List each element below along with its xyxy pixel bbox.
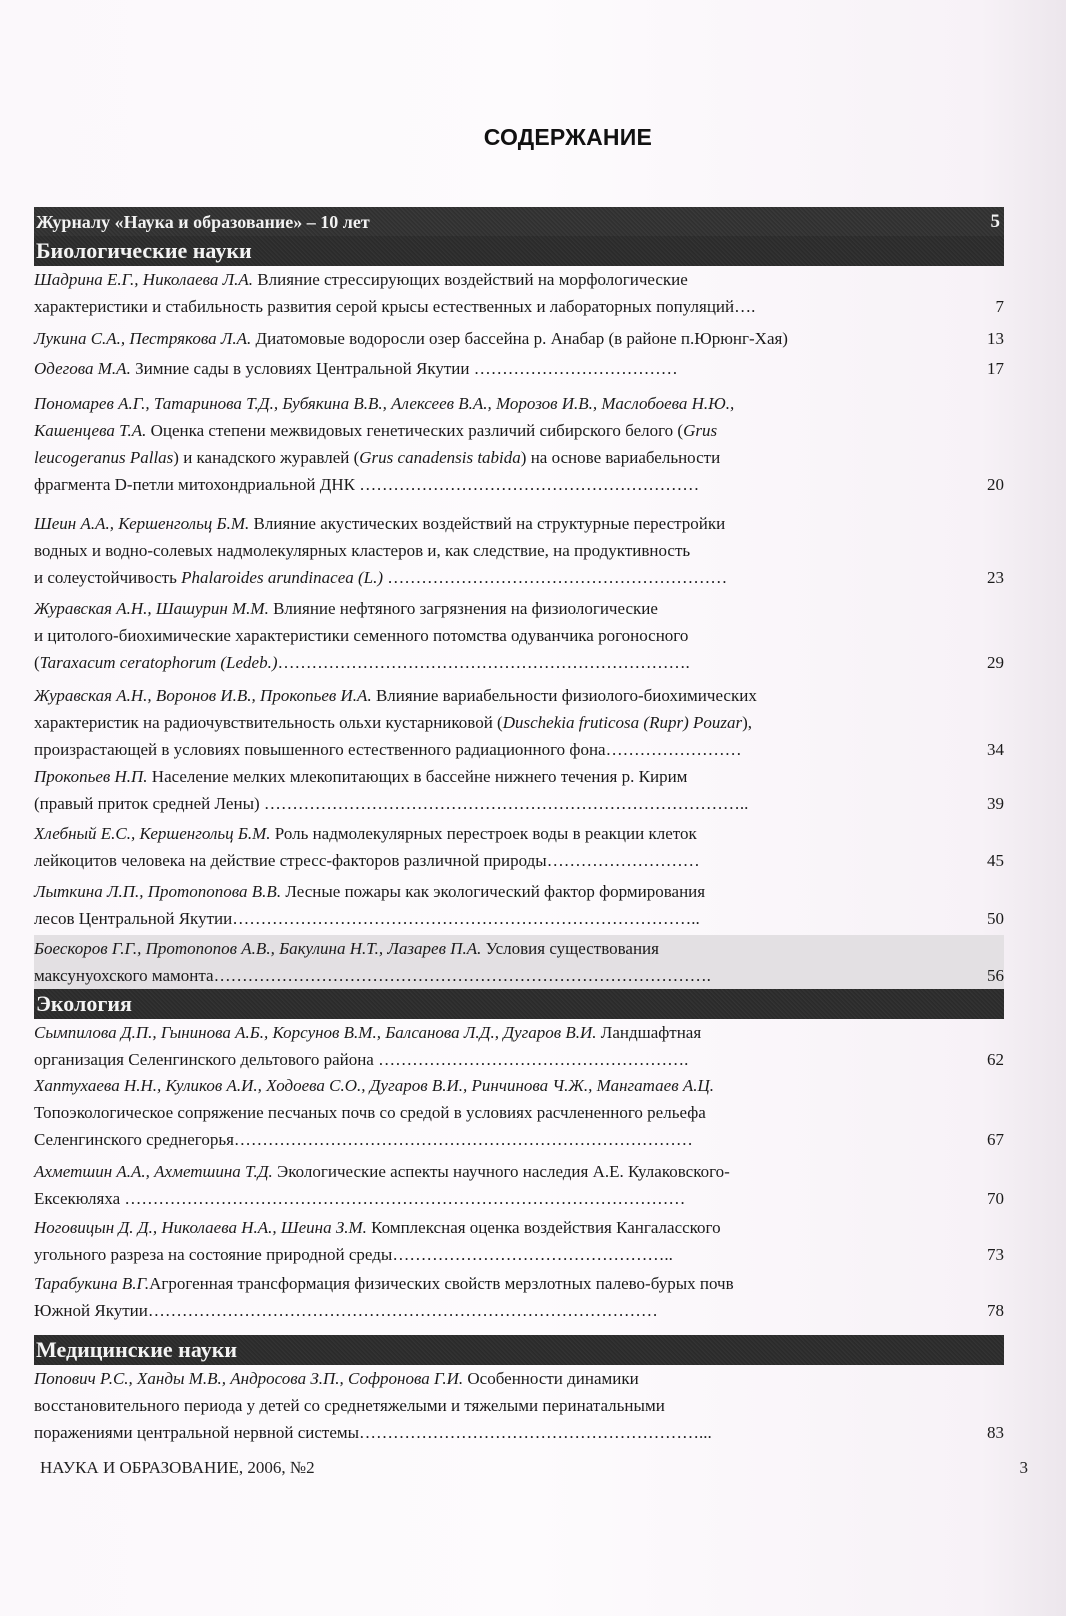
- entry-species-name: Grus: [683, 421, 718, 440]
- entry-page-number: 83: [987, 1423, 1004, 1442]
- entry-authors: Журавская А.Н., Воронов И.В., Прокопьев И.А.: [34, 686, 372, 705]
- jubilee-banner[interactable]: [34, 207, 1004, 236]
- section-header-medicine: Медицинские науки: [34, 1335, 1004, 1365]
- toc-entry[interactable]: [34, 510, 1004, 591]
- toc-entry[interactable]: [34, 595, 1004, 676]
- entry-species-name: Grus canadensis tabida: [359, 448, 521, 467]
- entry-title-text: Агрогенная трансформация физических свойств мерзлотных палево-бурых почв: [149, 1274, 734, 1293]
- entry-authors: Лыткина Л.П., Протопопова В.В.: [34, 882, 282, 901]
- entry-title-text: лесов Центральной Якутии………………………………………………………………………..: [34, 909, 700, 928]
- entry-title-text: Население мелких млекопитающих в бассейне нижнего течения р. Кирим: [147, 767, 688, 786]
- toc-entry-line: [34, 471, 1004, 498]
- toc-entry[interactable]: [34, 1365, 1004, 1446]
- entry-page-number: 17: [987, 359, 1004, 378]
- entry-page-number: 39: [987, 794, 1004, 813]
- entry-title-text: Роль надмолекулярных перестроек воды в реакции клеток: [270, 824, 697, 843]
- entry-authors: Шеин А.А., Кершенгольц Б.М.: [34, 514, 250, 533]
- toc-entry[interactable]: [34, 355, 1004, 382]
- toc-entry-line: [34, 537, 1004, 564]
- entry-title-text: Южной Якутии………………………………………………………………………………: [34, 1301, 658, 1320]
- toc-entry-line: [34, 417, 1004, 444]
- toc-entry-line: [34, 709, 1004, 736]
- entry-title-text: организация Селенгинского дельтового района ……………………………………………….: [34, 1050, 689, 1069]
- entry-authors: Сымпилова Д.П., Гынинова А.Б., Корсунов В.М., Балсанова Л.Д., Дугаров В.И.: [34, 1023, 597, 1042]
- entry-authors: Прокопьев Н.П.: [34, 767, 148, 786]
- toc-entry-line: [34, 820, 1004, 847]
- toc-entry-line: [34, 1419, 1004, 1446]
- toc-entry-line: [34, 649, 1004, 676]
- entry-title-text: Влияние вариабельности физиолого-биохимических: [371, 686, 757, 705]
- toc-entry-line: [34, 444, 1004, 471]
- entry-authors: Ахметшин А.А., Ахметшина Т.Д.: [34, 1162, 273, 1181]
- entry-page-number: 29: [987, 653, 1004, 672]
- entry-title-text: лейкоцитов человека на действие стресс-факторов различной природы………………………: [34, 851, 700, 870]
- entry-title-text: фрагмента D-петли митохондриальной ДНК ……………………………………………………: [34, 475, 700, 494]
- toc-entry-line: [34, 622, 1004, 649]
- entry-title-text: водных и водно-солевых надмолекулярных кластеров и, как следствие, на продуктивность: [34, 541, 691, 560]
- toc-entry-line: [34, 355, 1004, 382]
- entry-species-name: Taraxacum ceratophorum (Ledeb.): [39, 653, 278, 672]
- toc-entry-line: [34, 1158, 1004, 1185]
- toc-entry-line: [34, 1365, 1004, 1392]
- entry-authors: Тарабукина В.Г.: [34, 1274, 150, 1293]
- entry-title-text: ),: [742, 713, 753, 732]
- entry-title-text: максунуохского мамонта…………………………………………………………………………….: [34, 966, 711, 985]
- toc-entry[interactable]: [34, 1214, 1004, 1268]
- entry-title-text: поражениями центральной нервной системы……………………………………………………...: [34, 1423, 712, 1442]
- entry-authors: Хаптухаева Н.Н., Куликов А.И., Ходоева С.О., Дугаров В.И., Ринчинова Ч.Ж., Мангатаев А.Ц.: [34, 1076, 714, 1095]
- entry-title-text: характеристики и стабильность развития серой крысы естественных и лабораторных популяций….: [34, 297, 756, 316]
- toc-entry[interactable]: [34, 390, 1004, 498]
- entry-page-number: 62: [987, 1050, 1004, 1069]
- entry-title-text: Оценка степени межвидовых генетических различий сибирского белого (: [146, 421, 684, 440]
- entry-title-text: характеристик на радиочувствительность ольхи кустарниковой (: [34, 713, 503, 732]
- entry-title-text: Топоэкологическое сопряжение песчаных почв со средой в условиях расчлененного рельефа: [34, 1103, 706, 1122]
- entry-authors: Боескоров Г.Г., Протопопов А.В., Бакулина Н.Т., Лазарев П.А.: [34, 939, 482, 958]
- entry-page-number: 13: [987, 329, 1004, 348]
- entry-authors: Ноговицын Д. Д., Николаева Н.А., Шеина З.М.: [34, 1218, 367, 1237]
- entry-title-text: Ландшафтная: [596, 1023, 702, 1042]
- toc-entry[interactable]: [34, 1270, 1004, 1324]
- entry-title-text: (: [34, 653, 40, 672]
- toc-entry-line: [34, 1046, 1004, 1073]
- entry-title-text: Зимние сады в условиях Центральной Якутии ………………………………: [130, 359, 678, 378]
- entry-title-text: и цитолого-биохимические характеристики семенного потомства одуванчика рогоносного: [34, 626, 689, 645]
- toc-entry[interactable]: [34, 1019, 1004, 1073]
- entry-page-number: 23: [987, 568, 1004, 587]
- toc-entry-line: [34, 1214, 1004, 1241]
- entry-authors: Журавская А.Н., Шашурин М.М.: [34, 599, 269, 618]
- entry-title-text: Влияние нефтяного загрязнения на физиологические: [268, 599, 658, 618]
- toc-entry-line: [34, 510, 1004, 537]
- entry-title-text: Условия существования: [481, 939, 659, 958]
- toc-entry-line: [34, 878, 1004, 905]
- toc-entry-line: [34, 1072, 1004, 1099]
- entry-species-name: Phalaroides arundinacea (L.): [181, 568, 384, 587]
- entry-title-text: Лесные пожары как экологический фактор формирования: [281, 882, 706, 901]
- toc-entry-line: [34, 1270, 1004, 1297]
- footer-page-number: 3: [1019, 1458, 1028, 1477]
- entry-title-text: ) и канадского журавлей (: [173, 448, 360, 467]
- entry-title-text: Комплексная оценка воздействия Кангаласского: [366, 1218, 721, 1237]
- toc-entry-line: [34, 736, 1004, 763]
- toc-entry[interactable]: [34, 266, 1004, 320]
- entry-title-text: и солеустойчивость: [34, 568, 182, 587]
- entry-page-number: 67: [987, 1130, 1004, 1149]
- entry-authors: Хлебный Е.С., Кершенгольц Б.М.: [34, 824, 271, 843]
- entry-title-text: ……………………………………………………: [383, 568, 728, 587]
- toc-entry-line: [34, 595, 1004, 622]
- toc-entry[interactable]: [34, 1158, 1004, 1212]
- toc-entry-line: [34, 266, 1004, 293]
- toc-entry-line: [34, 847, 1004, 874]
- toc-entry-line: [34, 1392, 1004, 1419]
- toc-entry-line: [34, 564, 1004, 591]
- toc-entry[interactable]: [34, 935, 1004, 989]
- entry-title-text: Влияние акустических воздействий на структурные перестройки: [249, 514, 726, 533]
- toc-entry-line: [34, 763, 1004, 790]
- entry-authors: Лукина С.А., Пестрякова Л.А.: [34, 329, 252, 348]
- entry-authors: Одегова М.А.: [34, 359, 131, 378]
- page-title: СОДЕРЖАНИЕ: [483, 124, 652, 150]
- toc-entry-line: [34, 1126, 1004, 1153]
- entry-page-number: 34: [987, 740, 1004, 759]
- footer-journal-name: НАУКА И ОБРАЗОВАНИЕ, 2006, №2: [40, 1458, 315, 1477]
- toc-entry-line: [34, 935, 1004, 962]
- toc-entry-line: [34, 905, 1004, 932]
- entry-page-number: 78: [987, 1301, 1004, 1320]
- entry-page-number: 50: [987, 909, 1004, 928]
- toc-entry-line: [34, 1241, 1004, 1268]
- entry-authors: Пономарев А.Г., Татаринова Т.Д., Бубякина В.В., Алексеев В.А., Морозов И.В., Маслобоева Н.Ю.,: [34, 394, 735, 413]
- toc-entry-line: [34, 1019, 1004, 1046]
- toc-entry-line: [34, 293, 1004, 320]
- toc-entry-line: [34, 325, 1004, 352]
- entry-title-text: Диатомовые водоросли озер бассейна р. Анабар (в районе п.Юрюнг-Хая): [251, 329, 788, 348]
- entry-page-number: 45: [987, 851, 1004, 870]
- section-header-ecology: Экология: [34, 989, 1004, 1019]
- toc-entry[interactable]: [34, 820, 1004, 874]
- toc-entry-line: [34, 682, 1004, 709]
- toc-entry-line: [34, 1099, 1004, 1126]
- toc-entry-line: [34, 1297, 1004, 1324]
- entry-title-text: произрастающей в условиях повышенного естественного радиационного фона……………………: [34, 740, 742, 759]
- toc-entry[interactable]: [34, 878, 1004, 932]
- toc-entry-line: [34, 962, 1004, 989]
- entry-species-name: Duschekia fruticosa (Rupr) Pouzar: [502, 713, 743, 732]
- jubilee-label: Журналу «Наука и образование» – 10 лет: [36, 212, 370, 232]
- toc-entry-line: [34, 790, 1004, 817]
- entry-title-text: Экологические аспекты научного наследия А.Е. Кулаковского-: [272, 1162, 730, 1181]
- toc-entry-line: [34, 1185, 1004, 1212]
- entry-title-text: Ексекюляха ………………………………………………………………………………………: [34, 1189, 686, 1208]
- entry-title-text: восстановительного периода у детей со среднетяжелыми и тяжелыми перинатальными: [34, 1396, 665, 1415]
- entry-title-text: Селенгинского среднегорья………………………………………………………………………: [34, 1130, 693, 1149]
- entry-page-number: 73: [987, 1245, 1004, 1264]
- jubilee-page-number: 5: [990, 211, 1000, 232]
- entry-species-name: leucogeranus Pallas: [34, 448, 174, 467]
- section-header-biology: Биологические науки: [34, 236, 1004, 266]
- entry-page-number: 7: [995, 297, 1004, 316]
- toc-entry[interactable]: [34, 1072, 1004, 1153]
- toc-entry[interactable]: [34, 325, 1004, 352]
- entry-page-number: 20: [987, 475, 1004, 494]
- toc-entry[interactable]: [34, 682, 1004, 763]
- entry-title-text: ) на основе вариабельности: [520, 448, 721, 467]
- entry-title-text: ……………………………………………………………….: [277, 653, 690, 672]
- toc-entry-line: [34, 390, 1004, 417]
- entry-authors: Шадрина Е.Г., Николаева Л.А.: [34, 270, 254, 289]
- entry-title-text: (правый приток средней Лены) …………………………………………………………………………..: [34, 794, 749, 813]
- entry-page-number: 70: [987, 1189, 1004, 1208]
- entry-title-text: Влияние стрессирующих воздействий на морфологические: [253, 270, 688, 289]
- entry-title-text: угольного разреза на состояние природной среды…………………………………………..: [34, 1245, 673, 1264]
- entry-authors: Кашенцева Т.А.: [34, 421, 147, 440]
- entry-authors: Попович Р.С., Ханды М.В., Андросова З.П., Софронова Г.И.: [34, 1369, 464, 1388]
- entry-page-number: 56: [987, 966, 1004, 985]
- toc-entry[interactable]: [34, 763, 1004, 817]
- entry-title-text: Особенности динамики: [463, 1369, 639, 1388]
